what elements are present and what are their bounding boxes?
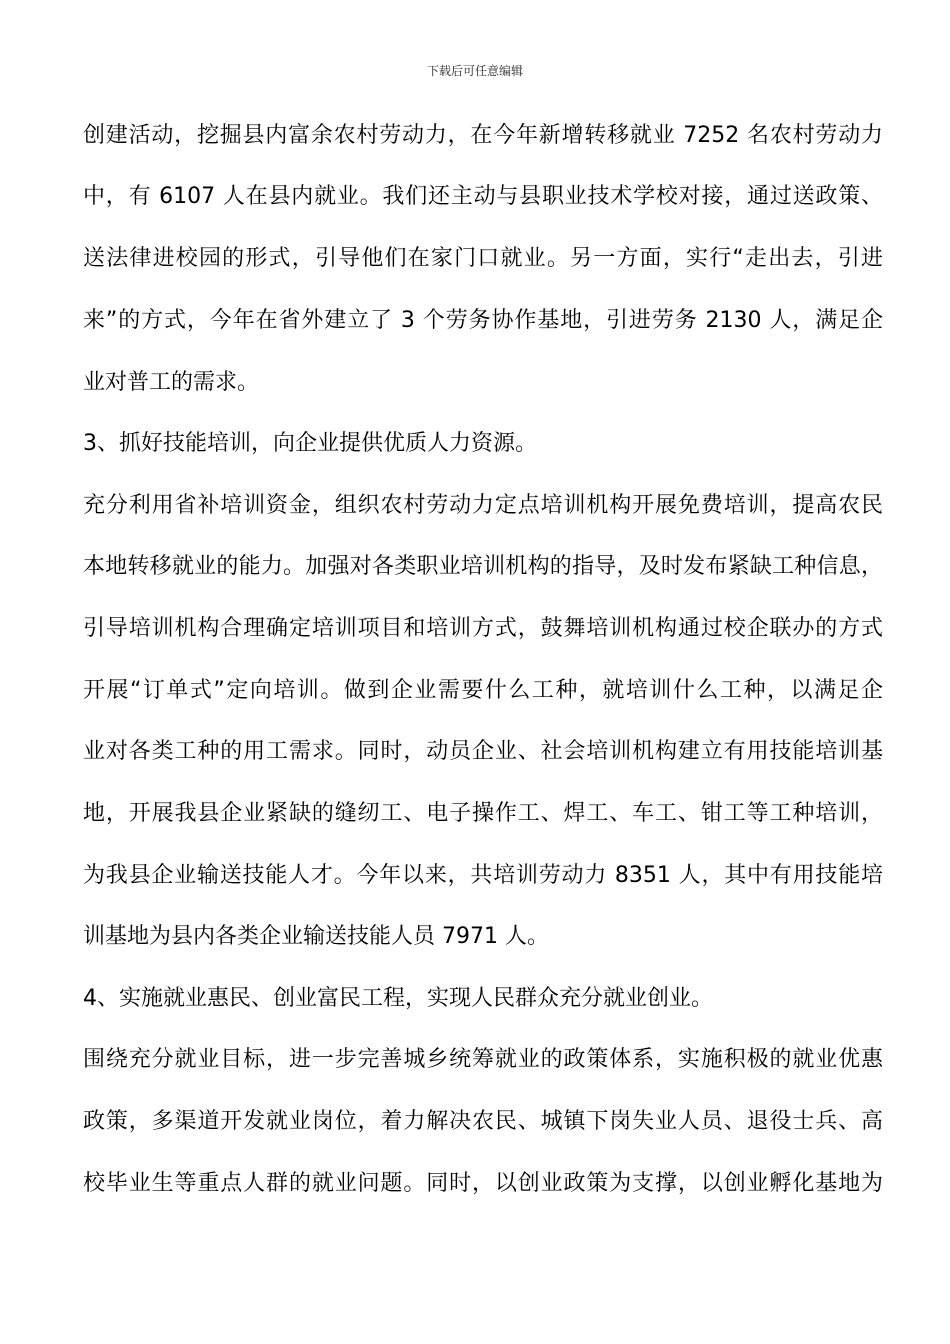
text-line-3: 送法律进校园的形式，引导他们在家门口就业。另一方面，实行“走出去，引进 bbox=[83, 246, 883, 271]
section-heading-4: 4、实施就业惠民、创业富民工程，实现人民群众充分就业创业。 bbox=[83, 986, 713, 1011]
text-line-11: 业对各类工种的用工需求。同时，动员企业、社会培训机构建立有用技能培训基 bbox=[83, 739, 883, 764]
page-header-note: 下载后可任意编辑 bbox=[426, 64, 523, 78]
text-line-5: 业对普工的需求。 bbox=[83, 370, 260, 395]
text-line-10: 开展“订单式”定向培训。做到企业需要什么工种，就培训什么工种，以满足企 bbox=[83, 678, 883, 703]
text-line-9: 引导培训机构合理确定培训项目和培训方式，鼓舞培训机构通过校企联办的方式 bbox=[83, 616, 883, 641]
text-line-16: 围绕充分就业目标，进一步完善城乡统筹就业的政策体系，实施积极的就业优惠 bbox=[83, 1047, 883, 1072]
text-line-14: 训基地为县内各类企业输送技能人员 7971 人。 bbox=[83, 924, 549, 949]
text-line-18: 校毕业生等重点人群的就业问题。同时，以创业政策为支撑，以创业孵化基地为 bbox=[83, 1171, 883, 1196]
section-heading-3: 3、抓好技能培训，向企业提供优质人力资源。 bbox=[83, 431, 537, 456]
text-line-17: 政策，多渠道开发就业岗位，着力解决农民、城镇下岗失业人员、退役士兵、高 bbox=[83, 1109, 883, 1134]
text-line-7: 充分利用省补培训资金，组织农村劳动力定点培训机构开展免费培训，提高农民 bbox=[83, 493, 883, 518]
text-line-1: 创建活动，挖掘县内富余农村劳动力，在今年新增转移就业 7252 名农村劳动力 bbox=[83, 123, 883, 148]
text-line-8: 本地转移就业的能力。加强对各类职业培训机构的指导，及时发布紧缺工种信息， bbox=[83, 554, 883, 579]
text-line-12: 地，开展我县企业紧缺的缝纫工、电子操作工、焊工、车工、钳工等工种培训， bbox=[83, 801, 883, 826]
text-line-4: 来”的方式，今年在省外建立了 3 个劳务协作基地，引进劳务 2130 人，满足企 bbox=[83, 308, 883, 333]
text-line-13: 为我县企业输送技能人才。今年以来，共培训劳动力 8351 人，其中有用技能培 bbox=[83, 863, 883, 888]
text-line-2: 中，有 6107 人在县内就业。我们还主动与县职业技术学校对接，通过送政策、 bbox=[83, 184, 883, 209]
